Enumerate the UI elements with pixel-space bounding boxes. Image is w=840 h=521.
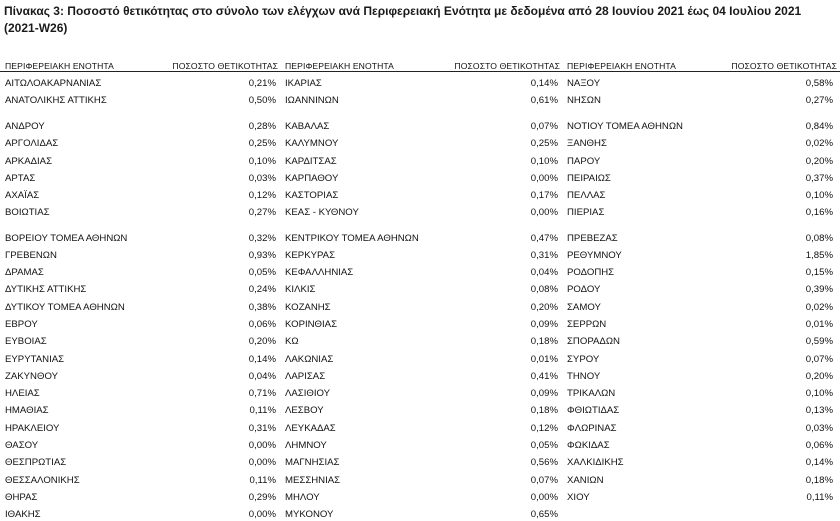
positivity-cell: 0,02% [805,301,833,313]
region-cell: ΤΗΝΟΥ [567,370,601,382]
region-cell: ΘΗΡΑΣ [5,491,38,503]
positivity-cell: 0,56% [530,456,558,468]
region-cell: ΔΥΤΙΚΟΥ ΤΟΜΕΑ ΑΘΗΝΩΝ [5,301,125,313]
region-cell: ΑΡΓΟΛΙΔΑΣ [5,137,59,149]
table-row [0,76,280,90]
table-row [0,317,280,331]
positivity-cell: 0,00% [248,508,276,520]
positivity-cell: 0,27% [805,94,833,106]
positivity-cell: 0,61% [530,94,558,106]
table-row [0,265,280,279]
positivity-cell: 0,15% [805,266,833,278]
table-row [562,473,840,487]
table-row [280,507,562,521]
positivity-cell: 0,31% [530,249,558,261]
region-cell: ΠΑΡΟΥ [567,155,601,167]
region-cell: ΚΕΡΚΥΡΑΣ [285,249,336,261]
positivity-cell: 0,02% [805,137,833,149]
positivity-cell: 0,37% [805,172,833,184]
table-row [562,171,840,185]
region-cell: ΗΜΑΘΙΑΣ [5,404,49,416]
region-cell: ΡΟΔΟΥ [567,283,601,295]
positivity-cell: 0,39% [805,283,833,295]
positivity-cell: 0,01% [805,318,833,330]
positivity-cell: 0,24% [248,283,276,295]
positivity-cell: 0,17% [530,189,558,201]
positivity-cell: 0,12% [248,189,276,201]
column-header-positivity: ΠΟΣΟΣΤΟ ΘΕΤΙΚΟΤΗΤΑΣ [454,61,560,71]
region-cell: ΚΑΒΑΛΑΣ [285,120,330,132]
region-cell: ΑΡΚΑΔΙΑΣ [5,155,52,167]
region-cell: ΚΟΖΑΝΗΣ [285,301,331,313]
region-cell: ΕΥΒΟΙΑΣ [5,335,47,347]
table-row [562,421,840,435]
table-row [0,473,280,487]
region-cell: ΠΙΕΡΙΑΣ [567,206,605,218]
region-cell: ΚΕΝΤΡΙΚΟΥ ΤΟΜΕΑ ΑΘΗΝΩΝ [285,232,419,244]
region-cell: ΛΕΥΚΑΔΑΣ [285,422,336,434]
region-cell: ΚΑΣΤΟΡΙΑΣ [285,189,339,201]
region-cell: ΤΡΙΚΑΛΩΝ [567,387,616,399]
table-row [280,282,562,296]
region-cell: ΧΑΛΚΙΔΙΚΗΣ [567,456,624,468]
positivity-cell: 0,09% [530,387,558,399]
positivity-cell: 0,03% [248,172,276,184]
positivity-cell: 0,58% [805,77,833,89]
positivity-cell: 0,05% [530,439,558,451]
column-header-positivity: ΠΟΣΟΣΤΟ ΘΕΤΙΚΟΤΗΤΑΣ [172,61,278,71]
positivity-cell: 0,28% [248,120,276,132]
table-header [562,58,840,72]
table-row [0,369,280,383]
positivity-cell: 0,06% [248,318,276,330]
region-cell: ΡΟΔΟΠΗΣ [567,266,615,278]
positivity-cell: 0,06% [805,439,833,451]
positivity-cell: 1,85% [805,249,833,261]
table-row [562,334,840,348]
region-cell: ΑΝΔΡΟΥ [5,120,45,132]
region-cell: ΑΡΤΑΣ [5,172,36,184]
table-header [0,58,280,72]
positivity-cell: 0,09% [530,318,558,330]
table-row [280,171,562,185]
table-row [280,205,562,219]
region-cell: ΛΕΣΒΟΥ [285,404,324,416]
region-cell: ΒΟΡΕΙΟΥ ΤΟΜΕΑ ΑΘΗΝΩΝ [5,232,128,244]
positivity-cell: 0,38% [248,301,276,313]
table-row [280,403,562,417]
positivity-cell: 0,00% [248,456,276,468]
region-cell: ΚΑΡΔΙΤΣΑΣ [285,155,337,167]
positivity-cell: 0,20% [805,370,833,382]
region-cell: ΕΥΡΥΤΑΝΙΑΣ [5,353,65,365]
table-row [562,76,840,90]
region-cell: ΜΑΓΝΗΣΙΑΣ [285,456,340,468]
region-cell: ΘΕΣΣΑΛΟΝΙΚΗΣ [5,474,80,486]
region-cell: ΖΑΚΥΝΘΟΥ [5,370,58,382]
table-row [280,438,562,452]
table-row [0,421,280,435]
positivity-cell: 0,84% [805,120,833,132]
table-row [562,369,840,383]
region-cell: ΓΡΕΒΕΝΩΝ [5,249,57,261]
column-header-region: ΠΕΡΙΦΕΡΕΙΑΚΗ ΕΝΟΤΗΤΑ [567,61,676,71]
table-row [562,403,840,417]
positivity-cell: 0,18% [530,335,558,347]
table-row [562,352,840,366]
region-cell: ΣΕΡΡΩΝ [567,318,607,330]
positivity-cell: 0,00% [248,439,276,451]
positivity-cell: 0,20% [530,301,558,313]
positivity-cell: 0,71% [248,387,276,399]
region-cell: ΚΟΡΙΝΘΙΑΣ [285,318,338,330]
positivity-cell: 0,14% [530,77,558,89]
region-cell: ΚΙΛΚΙΣ [285,283,316,295]
region-cell: ΡΕΘΥΜΝΟΥ [567,249,622,261]
table-row [280,76,562,90]
positivity-cell: 0,10% [530,155,558,167]
table-row [280,421,562,435]
table-row [0,154,280,168]
region-cell: ΛΑΣΙΘΙΟΥ [285,387,331,399]
region-cell: ΣΑΜΟΥ [567,301,601,313]
table-row [280,188,562,202]
column-header-region: ΠΕΡΙΦΕΡΕΙΑΚΗ ΕΝΟΤΗΤΑ [5,61,114,71]
positivity-cell: 0,20% [805,155,833,167]
table-row [280,119,562,133]
table-row [0,352,280,366]
region-cell: ΛΑΚΩΝΙΑΣ [285,353,334,365]
positivity-cell: 0,11% [806,491,833,503]
table-row [562,205,840,219]
region-cell: ΘΑΣΟΥ [5,439,39,451]
positivity-cell: 0,11% [249,404,276,416]
table-row [562,455,840,469]
region-cell: ΦΛΩΡΙΝΑΣ [567,422,617,434]
table-row [280,352,562,366]
page-title: Πίνακας 3: Ποσοστό θετικότητας στο σύνολο των ελέγχων ανά Περιφερειακή Ενότητα με δεδομένα από 28 Ιουνίου 2021 έως 04 Ιουλίου 2021 (2021-W26) [4,4,802,35]
region-cell: ΣΠΟΡΑΔΩΝ [567,335,620,347]
region-cell: ΚΕΑΣ - ΚΥΘΝΟΥ [285,206,359,218]
positivity-cell: 0,41% [530,370,558,382]
table-row [0,507,280,521]
table-row [562,438,840,452]
table-row [280,386,562,400]
table-row [562,188,840,202]
region-cell: ΚΑΡΠΑΘΟΥ [285,172,339,184]
region-cell: ΝΑΞΟΥ [567,77,601,89]
region-cell: ΙΘΑΚΗΣ [5,508,41,520]
positivity-cell: 0,04% [248,370,276,382]
positivity-cell: 0,07% [530,474,558,486]
table-row [280,231,562,245]
table-header [280,58,562,72]
positivity-cell: 0,18% [805,474,833,486]
positivity-cell: 0,08% [530,283,558,295]
region-cell: ΞΑΝΘΗΣ [567,137,607,149]
positivity-cell: 0,10% [805,189,833,201]
positivity-cell: 0,13% [805,404,833,416]
region-cell: ΜΥΚΟΝΟΥ [285,508,334,520]
positivity-cell: 0,07% [805,353,833,365]
positivity-cell: 0,32% [248,232,276,244]
region-cell: ΠΡΕΒΕΖΑΣ [567,232,618,244]
column-header-region: ΠΕΡΙΦΕΡΕΙΑΚΗ ΕΝΟΤΗΤΑ [285,61,394,71]
table-row [280,334,562,348]
table-row [562,386,840,400]
region-cell: ΣΥΡΟΥ [567,353,600,365]
table-row [280,369,562,383]
table-row [0,119,280,133]
positivity-cell: 0,11% [249,474,276,486]
positivity-cell: 0,01% [530,353,558,365]
table-row [0,188,280,202]
positivity-cell: 0,27% [248,206,276,218]
table-row [0,455,280,469]
table-row [0,300,280,314]
region-cell: ΚΑΛΥΜΝΟΥ [285,137,339,149]
region-cell: ΝΗΣΩΝ [567,94,601,106]
table-row [562,231,840,245]
positivity-cell: 0,50% [248,94,276,106]
positivity-cell: 0,08% [805,232,833,244]
table-group-3 [562,58,840,503]
table-row [280,300,562,314]
table-row [280,93,562,107]
positivity-cell: 0,31% [248,422,276,434]
region-cell: ΘΕΣΠΡΩΤΙΑΣ [5,456,67,468]
table-row [0,136,280,150]
positivity-cell: 0,00% [530,172,558,184]
table-row [562,93,840,107]
table-row [0,403,280,417]
positivity-cell: 0,03% [805,422,833,434]
table-row [0,334,280,348]
table-row [280,154,562,168]
region-cell: ΗΛΕΙΑΣ [5,387,40,399]
table-row [562,119,840,133]
positivity-cell: 0,59% [805,335,833,347]
region-cell: ΚΩ [285,335,299,347]
region-cell: ΒΟΙΩΤΙΑΣ [5,206,50,218]
positivity-table [0,58,840,520]
positivity-cell: 0,10% [805,387,833,399]
region-cell: ΔΥΤΙΚΗΣ ΑΤΤΙΚΗΣ [5,283,87,295]
region-cell: ΦΩΚΙΔΑΣ [567,439,610,451]
positivity-cell: 0,14% [248,353,276,365]
table-row [562,154,840,168]
positivity-cell: 0,00% [530,491,558,503]
positivity-cell: 0,25% [530,137,558,149]
table-row [562,248,840,262]
region-cell: ΕΒΡΟΥ [5,318,38,330]
table-row [562,282,840,296]
positivity-cell: 0,21% [248,77,276,89]
region-cell: ΧΑΝΙΩΝ [567,474,604,486]
table-group-1 [0,58,280,520]
table-row [0,282,280,296]
region-cell: ΙΚΑΡΙΑΣ [285,77,322,89]
table-row [280,473,562,487]
positivity-cell: 0,00% [530,206,558,218]
table-row [280,136,562,150]
table-row [0,438,280,452]
region-cell: ΜΕΣΣΗΝΙΑΣ [285,474,341,486]
region-cell: ΦΘΙΩΤΙΔΑΣ [567,404,620,416]
table-row [280,317,562,331]
positivity-cell: 0,93% [248,249,276,261]
table-row [562,300,840,314]
table-row [562,490,840,504]
table-row [0,205,280,219]
region-cell: ΛΗΜΝΟΥ [285,439,327,451]
table-group-2 [280,58,562,520]
positivity-cell: 0,04% [530,266,558,278]
positivity-cell: 0,47% [530,232,558,244]
region-cell: ΑΧΑΪΑΣ [5,189,40,201]
column-header-positivity: ΠΟΣΟΣΤΟ ΘΕΤΙΚΟΤΗΤΑΣ [731,61,837,71]
positivity-cell: 0,07% [530,120,558,132]
region-cell: ΙΩΑΝΝΙΝΩΝ [285,94,339,106]
region-cell: ΜΗΛΟΥ [285,491,320,503]
table-row [280,265,562,279]
positivity-cell: 0,25% [248,137,276,149]
positivity-cell: 0,65% [530,508,558,520]
table-row [280,490,562,504]
positivity-cell: 0,16% [805,206,833,218]
region-cell: ΚΕΦΑΛΛΗΝΙΑΣ [285,266,354,278]
table-row [562,317,840,331]
region-cell: ΗΡΑΚΛΕΙΟΥ [5,422,60,434]
region-cell: ΔΡΑΜΑΣ [5,266,44,278]
table-row [562,136,840,150]
region-cell: ΠΕΛΛΑΣ [567,189,606,201]
table-row [0,93,280,107]
positivity-cell: 0,20% [248,335,276,347]
positivity-cell: 0,14% [805,456,833,468]
positivity-cell: 0,12% [530,422,558,434]
region-cell: ΝΟΤΙΟΥ ΤΟΜΕΑ ΑΘΗΝΩΝ [567,120,683,132]
table-row [280,248,562,262]
positivity-cell: 0,10% [248,155,276,167]
table-row [0,171,280,185]
table-row [0,248,280,262]
region-cell: ΑΝΑΤΟΛΙΚΗΣ ΑΤΤΙΚΗΣ [5,94,107,106]
region-cell: ΑΙΤΩΛΟΑΚΑΡΝΑΝΙΑΣ [5,77,102,89]
region-cell: ΧΙΟΥ [567,491,590,503]
region-cell: ΛΑΡΙΣΑΣ [285,370,326,382]
positivity-cell: 0,29% [248,491,276,503]
table-row [562,265,840,279]
positivity-cell: 0,05% [248,266,276,278]
table-row [0,231,280,245]
table-row [280,455,562,469]
positivity-cell: 0,18% [530,404,558,416]
region-cell: ΠΕΙΡΑΙΩΣ [567,172,611,184]
table-row [0,386,280,400]
table-row [0,490,280,504]
